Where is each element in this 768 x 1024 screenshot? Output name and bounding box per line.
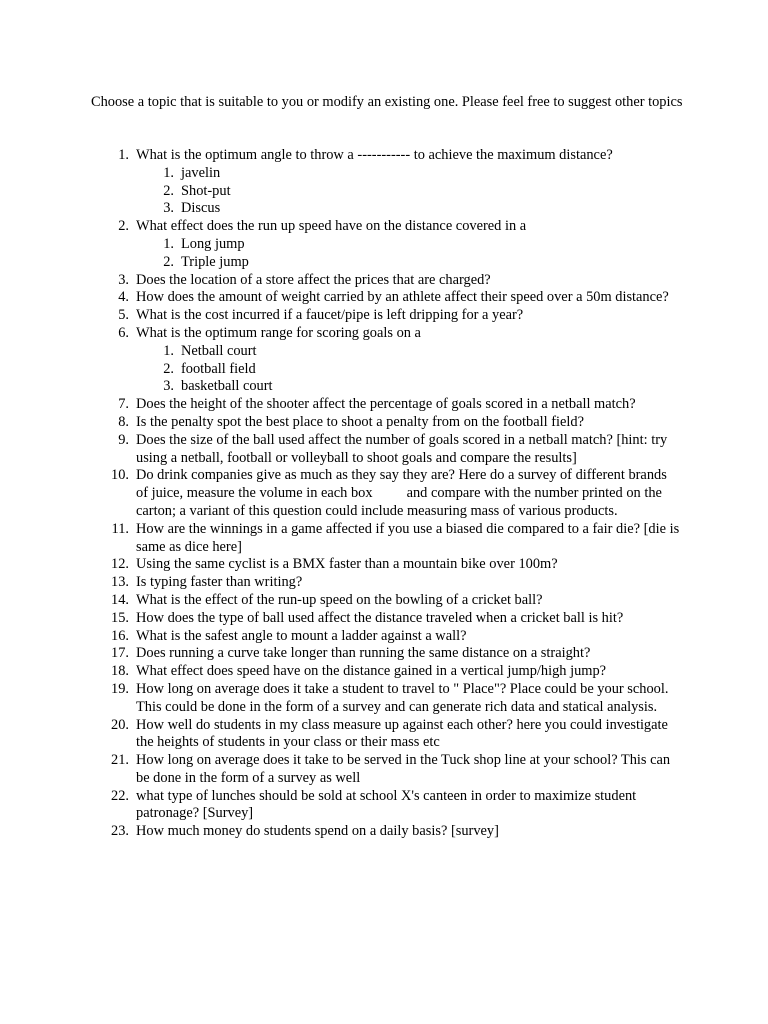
sub-item-number: 1. bbox=[163, 342, 174, 359]
topic-list bbox=[91, 147, 681, 841]
list-item bbox=[91, 272, 681, 290]
sub-item-number: 2. bbox=[163, 360, 174, 377]
item-text: Does the height of the shooter affect the percentage of goals scored in a netball match? bbox=[136, 396, 636, 413]
sub-list-item bbox=[136, 343, 681, 361]
item-text: What is the optimum range for scoring goals on a bbox=[136, 324, 421, 341]
item-number: 2. bbox=[118, 218, 129, 235]
item-number: 9. bbox=[118, 431, 129, 448]
item-text: How long on average does it take a student to travel to " Place"? Place could be your school. This could be done in the form of a survey and can generate rich data and statical analysis. bbox=[136, 680, 669, 715]
item-text-part-a: Do drink companies give as much as they say they are? Here do a survey of different brands of juice, measure the volume in each box bbox=[136, 467, 667, 502]
item-number: 20. bbox=[111, 716, 129, 733]
list-item bbox=[91, 752, 681, 788]
item-number: 15. bbox=[111, 609, 129, 626]
list-item bbox=[91, 467, 681, 520]
sub-list bbox=[136, 236, 681, 272]
list-item bbox=[91, 663, 681, 681]
item-text: How much money do students spend on a daily basis? [survey] bbox=[136, 823, 499, 840]
sub-list-item bbox=[136, 165, 681, 183]
item-text: Is typing faster than writing? bbox=[136, 574, 303, 591]
item-text: Is the penalty spot the best place to shoot a penalty from on the football field? bbox=[136, 413, 584, 430]
item-text: How well do students in my class measure up against each other? here you could investigate the heights of students in your class or their mass etc bbox=[136, 716, 668, 751]
item-number: 10. bbox=[111, 467, 129, 484]
item-text: What is the optimum angle to throw a ----------- to achieve the maximum distance? bbox=[136, 147, 613, 163]
sub-item-number: 1. bbox=[163, 235, 174, 252]
item-text: Using the same cyclist is a BMX faster than a mountain bike over 100m? bbox=[136, 556, 558, 573]
list-item bbox=[91, 218, 681, 271]
list-item bbox=[91, 645, 681, 663]
sub-item-text: football field bbox=[181, 360, 256, 377]
list-item bbox=[91, 592, 681, 610]
item-text: How does the type of ball used affect the distance traveled when a cricket ball is hit? bbox=[136, 609, 624, 626]
sub-item-text: javelin bbox=[181, 164, 221, 181]
item-number: 17. bbox=[111, 645, 129, 662]
sub-list-item bbox=[136, 254, 681, 272]
item-text: What effect does the run up speed have on the distance covered in a bbox=[136, 218, 527, 235]
item-number: 13. bbox=[111, 574, 129, 591]
item-number: 1. bbox=[118, 147, 129, 163]
sub-item-text: Shot-put bbox=[181, 182, 231, 199]
sub-item-text: Netball court bbox=[181, 342, 257, 359]
list-item bbox=[91, 521, 681, 557]
item-text: What effect does speed have on the distance gained in a vertical jump/high jump? bbox=[136, 663, 607, 680]
item-number: 21. bbox=[111, 752, 129, 769]
sub-item-text: Triple jump bbox=[181, 253, 249, 270]
item-number: 8. bbox=[118, 413, 129, 430]
list-item bbox=[91, 628, 681, 646]
item-number: 19. bbox=[111, 680, 129, 697]
sub-item-number: 3. bbox=[163, 200, 174, 217]
item-number: 4. bbox=[118, 289, 129, 306]
sub-list-item bbox=[136, 183, 681, 201]
item-number: 11. bbox=[111, 520, 129, 537]
item-text-part-b: and compare with the number printed on the carton; a variant of this question could include measuring mass of various products. bbox=[136, 485, 662, 519]
list-item bbox=[91, 823, 681, 841]
item-number: 23. bbox=[111, 823, 129, 840]
list-item bbox=[91, 610, 681, 628]
item-text: How are the winnings in a game affected if you use a biased die compared to a fair die? [die is same as dice here] bbox=[136, 520, 680, 555]
item-text: How long on average does it take to be served in the Tuck shop line at your school? This can be done in the form of a survey as well bbox=[136, 752, 671, 786]
item-number: 18. bbox=[111, 663, 129, 680]
item-number: 3. bbox=[118, 271, 129, 288]
sub-item-number: 1. bbox=[163, 164, 174, 181]
sub-item-number: 2. bbox=[163, 253, 174, 270]
item-text: What is the cost incurred if a faucet/pipe is left dripping for a year? bbox=[136, 307, 524, 324]
intro-paragraph: Choose a topic that is suitable to you or modify an existing one. Please feel free to suggest other topics bbox=[91, 94, 683, 110]
item-text: How does the amount of weight carried by an athlete affect their speed over a 50m distance? bbox=[136, 289, 669, 306]
sub-list bbox=[136, 165, 681, 218]
sub-item-text: basketball court bbox=[181, 378, 273, 395]
list-item bbox=[91, 788, 681, 824]
item-text: Does running a curve take longer than running the same distance on a straight? bbox=[136, 645, 591, 662]
list-item bbox=[91, 681, 681, 717]
sub-item-text: Long jump bbox=[181, 235, 245, 252]
list-item bbox=[91, 147, 681, 218]
item-number: 7. bbox=[118, 396, 129, 413]
list-item bbox=[91, 325, 681, 396]
item-text: what type of lunches should be sold at school X's canteen in order to maximize student patronage? [Survey] bbox=[136, 787, 637, 822]
list-item bbox=[91, 432, 681, 468]
sub-list-item bbox=[136, 200, 681, 218]
sub-item-number: 3. bbox=[163, 378, 174, 395]
list-item bbox=[91, 414, 681, 432]
item-text: What is the safest angle to mount a ladder against a wall? bbox=[136, 627, 467, 644]
item-text: What is the effect of the run-up speed on the bowling of a cricket ball? bbox=[136, 591, 543, 608]
item-number: 16. bbox=[111, 627, 129, 644]
item-number: 14. bbox=[111, 591, 129, 608]
sub-list-item bbox=[136, 378, 681, 396]
sub-list-item bbox=[136, 236, 681, 254]
sub-list bbox=[136, 343, 681, 396]
list-item bbox=[91, 289, 681, 307]
item-number: 22. bbox=[111, 787, 129, 804]
sub-item-number: 2. bbox=[163, 182, 174, 199]
item-number: 5. bbox=[118, 307, 129, 324]
list-item bbox=[91, 717, 681, 753]
list-item bbox=[91, 396, 681, 414]
item-number: 6. bbox=[118, 324, 129, 341]
item-text: Does the size of the ball used affect the number of goals scored in a netball match? [hint: try using a netball, football or volleyball to shoot goals and compare the results] bbox=[136, 431, 668, 466]
sub-list-item bbox=[136, 361, 681, 379]
item-number: 12. bbox=[111, 556, 129, 573]
sub-item-text: Discus bbox=[181, 200, 221, 217]
list-item bbox=[91, 556, 681, 574]
list-item bbox=[91, 307, 681, 325]
item-text: Does the location of a store affect the prices that are charged? bbox=[136, 271, 491, 288]
list-item bbox=[91, 574, 681, 592]
